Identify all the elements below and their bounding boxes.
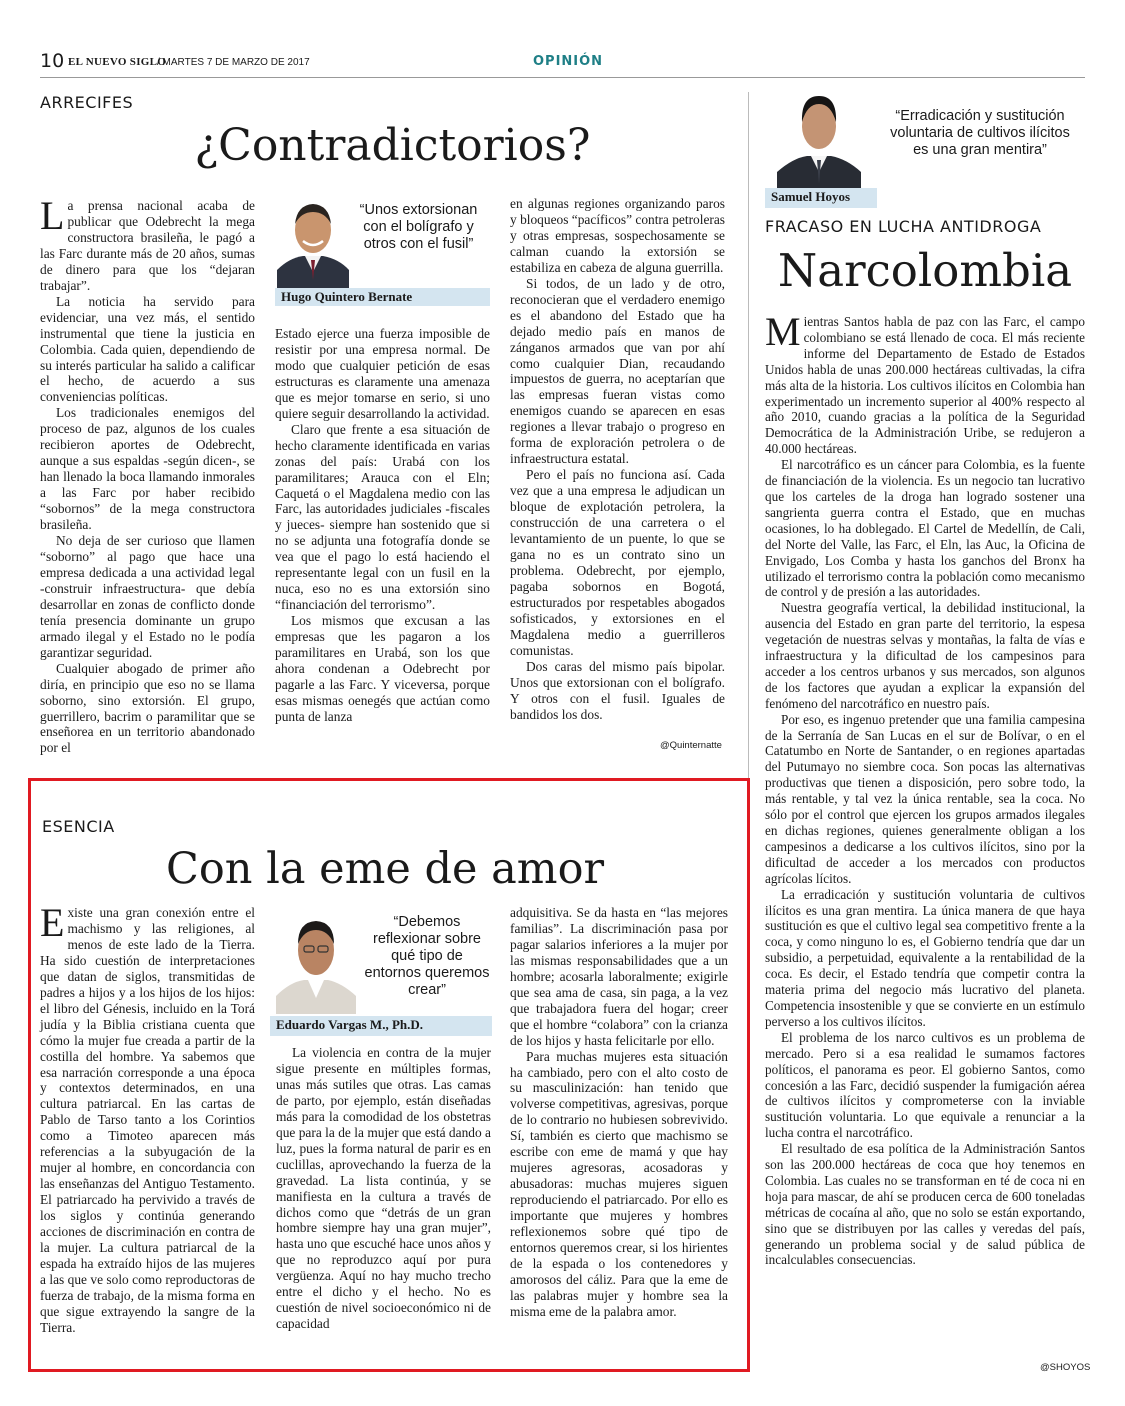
section-label: OPINIÓN: [533, 54, 604, 69]
article1-column-1: La prensa nacional acaba de publicar que Odebrecht la mega constructora brasileña, le pagó a las Farc durante más de 20 años, sumas de dinero para que los “dejaran trabajar”. La noticia ha servido para evidenciar, una vez más, el sentido instrumental que tiene la justicia en Colombia. Cada quien, dependiendo de su interés particular ha salido a calificar el hecho, de acuerdo a sus conveniencias políticas. Los tradicionales enemigos del proceso de paz, algunos de los cuales recibieron aportes de Odebrecht, aunque a sus espaldas -según dicen-, se han llenado la boca llamando inmorales a las Farc por haber recibido “sobornos” de la mega constructora brasileña. No deja de ser curioso que llamen “soborno” al pago que hace una empresa dedicada a una actividad legal -construir infraestructura- que debía desarrollar en zonas de conflicto donde tenía presencia dominante un grupo armado ilegal y el Estado no le podía garantizar seguridad. Cualquier abogado de primer año diría, en principio que eso no se llama soborno, sino extorsión. El grupo, guerrillero, bacrim o paramilitar que se enseñorea en un territorio abandonado por el: [40, 193, 255, 756]
article3-column: Mientras Santos habla de paz con las Farc, el campo colombiano se está llenado de coca. El más reciente informe del Departamento de Estado de Estados Unidos habla de unas 200.000 hectáreas cultivadas, la cifra más alta de la historia. Los cultivos ilícitos en Colombia han experimentado un incremento superior al 400% respecto al año 2010, cuando gracias a la política de la Seguridad Democrática de la Administración Uribe, se redujeron a 40.000 hectáreas. El narcotráfico es un cáncer para Colombia, es la fuente de financiación de la violencia. Es un negocio tan lucrativo que los carteles de la droga han logrado sostener una sangrienta guerra contra el Estado, que en muchas ocasiones, lo ha doblegado. El Cartel de Medellín, de Cali, del Norte del Valle, las Farc, el Eln, las Auc, la Oficina de Envigado, Los Comba y hasta los ganchos del Bronx ha utilizado el terrorismo contra la población como mecanismo de control y de presión a las autoridades. Nuestra geografía vertical, la debilidad institucional, la ausencia del Estado en gran parte del territorio, la espesa vegetación de nuestras selvas y montañas, la falta de vías e infraestructura y la dificultad de los campesinos para acceder a los centros urbanos y sus mercados, son algunos de los factores que ayudan a explicar la expansión del fenómeno del narcotráfico en nuestro país. Por eso, es ingenuo pretender que una familia campesina de la Serranía de San Lucas en el sur de Bolívar, o en el Catatumbo en Norte de Santander, o en regiones apartadas del Putumayo no siembre coca. Son pocas las alternativas productivas que tienen a disposición, pero sobre todo, la más rentable, y tal vez la única rentable, sea la coca. No sólo por el control que ejercen los grupos armados ilegales en dichas regiones, quienes generalmente obligan a los campesinos a dedicarse a los cultivos ilícitos, sino por la dificultad de acceder a los mercados con productos agrícolas lícitos. La erradicación y sustitución voluntaria de cultivos ilícitos es una gran mentira. La única manera de que haya sustitución es que el cultivo legal sea competitivo frente a la coca, y como ninguno lo es, el Gobierno tendría que dar un subsidio, a perpetuidad, equivalente a la rentabilidad de la coca. Es decir, el Estado tendría que competir contra la materia prima del negocio más lucrativo del planeta. Competencia insostenible y que se convierte en un estímulo perverso a los cultivos ilícitos. El problema de los narco cultivos es un problema de mercado. Pero si a esa realidad le sumamos factores políticos, el panorama es peor. El gobierno Santos, como concesión a las Farc, decidió suspender la fumigación aérea de cultivos ilícitos y comprometerse con la inviable sustitución voluntaria. Lo que equivale a renunciar a la lucha contra el narcotráfico. El resultado de esa política de la Administración Santos son las 200.000 hectáreas de coca que hoy tenemos en Colombia. Las cuales no se transforman en té de coca ni en hoja para mascar, de ahí se producen cerca de 600 toneladas métricas de cocaína al año, que no solo se están exportando, sino que se distribuyen por las calles y veredas del país, generando un problema social y de salud pública de incalculables consecuencias.: [765, 309, 1085, 1268]
article3-pull-quote: “Erradicación y sustitución voluntaria de cultivos ilícitos es una gran mentira”: [890, 108, 1070, 158]
article2-column-1: Existe una gran conexión entre el machismo y las religiones, al menos de este lado de la Tierra. Ha sido cuestión de interpretaciones que datan de siglos, transmitidas de padres a hijos y a los hijos de los hijos: el libro del Génesis, incluido en la Torá judía y la Biblia cristiana cuenta que cómo la mujer fue creada a partir de la costilla del hombre. Ya sabemos que esa narración corresponde a una época y contextos determinados, en una cultura patriarcal. En las cartas de Pablo de Tarso tanto a los Corintios como a Timoteo aparecen más referencias a la subyugación de la mujer al hombre, en concordancia con las enseñanzas del Antiguo Testamento. El patriarcado ha pervivido a través de los siglos y continúa generando acciones de discriminación en contra de la mujer. La cultura patriarcal de la espada ha extraído hijos de las mujeres a las que ve solo como reproductoras de fuerza de trabajo, de la misma forma en que sigue extrayendo la sangre de la Tierra.: [40, 900, 255, 1335]
article3-kicker: FRACASO EN LUCHA ANTIDROGA: [765, 217, 1042, 236]
article3-author-name: Samuel Hoyos: [765, 188, 877, 208]
article1-twitter-handle: @Quinternatte: [660, 740, 722, 751]
article1-pull-quote: “Unos extorsionan con el bolígrafo y otros con el fusil”: [359, 202, 478, 252]
article2-author-box: [270, 910, 492, 1036]
article2-column-3: adquisitiva. Se da hasta en “las mejores familias”. La discriminación pasa por pagar salarios inferiores a la mujer por las mismas responsabilidades que a un hombre; acosarla laboralmente; exigirle que sea ama de casa, sin paga, a la vez que trabajadora fuera del hogar; creer que el hombre “colabora” con la crianza de los hijos y hasta felicitarle por ello. Para muchas mujeres esta situación ha cambiado, pero con el alto costo de su masculinización: han tenido que volverse competitivas, agresivas, porque de lo contrario no hubiesen sobrevivido. Sí, también es cierto que machismo se escribe con eme de mamá y que hay mujeres agresoras, acosadoras y abusadoras: muchas mujeres siguen reproduciendo el patriarcado. Por ello es importante que mujeres y hombres reflexionemos sobre qué tipo de entornos queremos crear, si los hirientes de la espada o los contenedores y amorosos del cáliz. Para que la eme de las palabras mujer y hombre sea la misma eme de la palabra amor.: [510, 905, 728, 1319]
article1-author-box: [275, 196, 490, 310]
article3-author-box: [765, 88, 1080, 208]
article2-column-2: La violencia en contra de la mujer sigue presente en múltiples formas, unas más sutiles que otras. Las camas de parto, por ejemplo, están diseñadas más para la comodidad de los obstetras que para la de la mujer que está dando a luz, pues la forma natural de parir es en cuclillas, aprovechando la fuerza de la gravedad. La lista continúa, y se manifiesta en la cultura a través de dichos como que “detrás de un gran hombre siempre hay una gran mujer”, hasta uno que escuché hace unos años y que no reproduzco aquí por pura vergüenza. Aquí no hay mucho trecho entre el dicho y el hecho. No es cuestión de nivel socioeconómico ni de capacidad: [276, 1045, 491, 1332]
article1-headline: ¿Contradictorios?: [194, 120, 591, 171]
article2-author-name: Eduardo Vargas M., Ph.D.: [270, 1016, 492, 1036]
article2-drop-cap: E: [40, 900, 65, 945]
article3-drop-cap: M: [765, 309, 801, 354]
article1-author-name: Hugo Quintero Bernate: [275, 288, 490, 306]
author-photo-hugo: [277, 196, 349, 288]
article1-drop-cap: L: [40, 193, 65, 238]
author-photo-eduardo: [276, 910, 356, 1014]
article1-column-3: en algunas regiones organizando paros y bloqueos “pacíficos” contra petroleras y otras empresas, sospechosamente se calman cuando la extorsión se estabiliza en cabeza de alguna guerrilla. Si todos, de un lado y de otro, reconocieran que el verdadero enemigo es el abandono del Estado que ha dejado medio país en manos de zánganos armados que van por ahí como cualquier Dian, recaudando impuestos de guerra, no aceptarían que las empresas fueran vistas como enemigos cuando se aparecen en esas regiones a llevar trabajo o progreso en forma de exploración petrolera o de infraestructura estatal. Pero el país no funciona así. Cada vez que a una empresa le adjudican un bloque de explotación petrolera, la construcción de una carretera o el levantamiento de un puente, lo que se gana no es un contrato sino un problema. Odebrecht, por ejemplo, pagaba sobornos en Bogotá, estructurados por respetables abogados sofisticados, y extorsiones en el Magdalena medio a guerrilleros comunistas. Dos caras del mismo país bipolar. Unos que extorsionan con el bolígrafo. Y otros con el fusil. Iguales de bandidos los dos.: [510, 196, 725, 722]
article2-pull-quote: “Debemos reflexionar sobre qué tipo de entornos queremos crear”: [364, 914, 490, 998]
issue-date: / MARTES 7 DE MARZO DE 2017: [157, 57, 310, 68]
article2-kicker: ESENCIA: [42, 817, 115, 836]
page-number: 10: [40, 50, 65, 72]
newspaper-name: EL NUEVO SIGLO: [68, 56, 167, 68]
article3-twitter-handle: @SHOYOS: [1040, 1362, 1091, 1373]
article1-kicker: ARRECIFES: [40, 93, 134, 112]
article1-column-2: Estado ejerce una fuerza imposible de resistir por una empresa normal. De modo que cualquier petición de esas estructuras es claramente una amenaza que es mejor tomarse en serio, si uno quiere seguir desarrollando la actividad. Claro que frente a esa situación de hecho claramente identificada en varias zonas del país: Urabá con los paramilitares; Arauca con el Eln; Caquetá o el Magdalena medio con las Farc, las autoridades judiciales -fiscales y jueces- siempre han sostenido que si no se adjunta una fotografía donde se vea que el pago lo está haciendo el representante legal con un fusil en la nuca, eso no es una extorsión sino “financiación del terrorismo”. Los mismos que excusan a las empresas que les pagaron a los paramilitares en Urabá, son los que ahora condenan a Odebrecht por pagarle a las Farc. Y viceversa, porque esas mismas oenegés que actúan como punta de lanza: [275, 326, 490, 724]
article2-headline: Con la eme de amor: [165, 844, 605, 894]
masthead: [40, 50, 1085, 78]
author-photo-samuel: [777, 88, 861, 188]
article3-headline: Narcolombia: [777, 244, 1073, 297]
